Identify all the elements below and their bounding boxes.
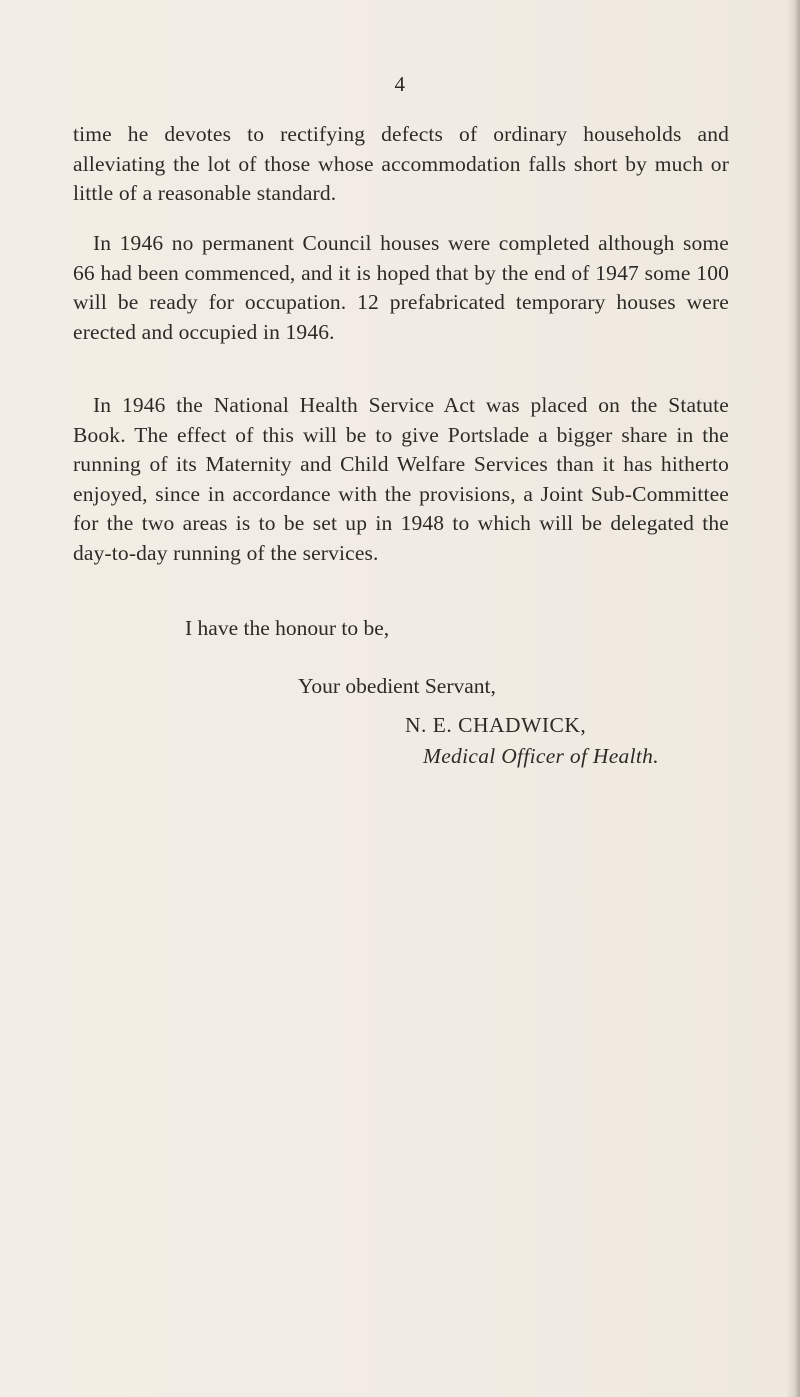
- paragraph-council-houses: In 1946 no permanent Council houses were completed although some 66 had been commenced, and it is hoped that by the end of 1947 some 100 will be ready for occupation. 12 prefabricated temporary houses were erected and occupied in 1946.: [73, 231, 729, 344]
- signatory-title: Medical Officer of Health.: [423, 744, 659, 768]
- paragraph-continuation: time he devotes to rectifying defects of ordinary households and alleviating the lot of those whose accommodation falls short by much or little of a reasonable standard.: [73, 122, 729, 205]
- page-edge-shadow: [786, 0, 800, 1397]
- closing-salutation: I have the honour to be,: [185, 616, 390, 640]
- paragraph-health-service-act: In 1946 the National Health Service Act was placed on the Statute Book. The effect of this will be to give Portslade a bigger share in the running of its Maternity and Child Welfare Services than it has hitherto enjoyed, since in accordance with the provisions, a Joint Sub-Committee for the two areas is to be set up in 1948 to which will be delegated the day-to-day running of the services.: [73, 393, 729, 565]
- signatory-name: N. E. CHADWICK,: [405, 713, 587, 737]
- closing-servant: Your obedient Servant,: [298, 674, 496, 698]
- page-number: 4: [394, 72, 406, 96]
